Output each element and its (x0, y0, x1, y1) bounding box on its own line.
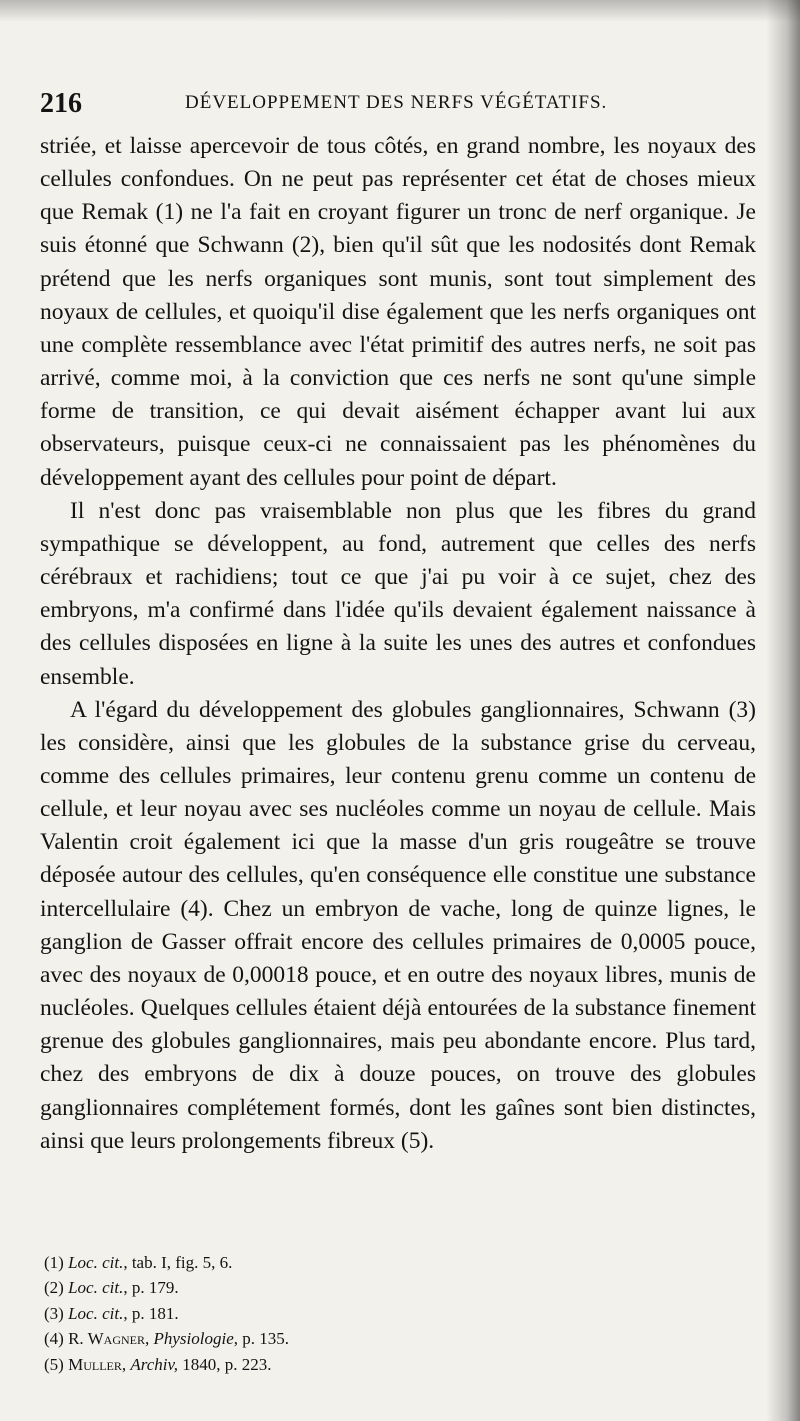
footnote-ref: , p. 135. (233, 1329, 290, 1349)
footnote-mark: (3) (44, 1303, 64, 1323)
footnote-source: Loc. cit. (68, 1278, 124, 1298)
footnote-source: Loc. cit. (68, 1303, 124, 1323)
footnote-mark: (4) (44, 1329, 64, 1349)
footnote-5: (5) Muller, Archiv, 1840, p. 223. (44, 1354, 272, 1374)
footnote-source: Loc. cit. (68, 1253, 124, 1272)
footnote-source: Physiologie (153, 1329, 234, 1349)
body-text (40, 130, 756, 1158)
footnote-4: (4) R. Wagner, Physiologie, p. 135. (44, 1329, 290, 1349)
footnote-mark: (2) (44, 1278, 64, 1298)
page-top-shadow (0, 0, 800, 22)
footnote-mark: (5) (44, 1354, 64, 1374)
footnote-ref: , p. 181. (123, 1303, 179, 1323)
footnote-ref: 1840, p. 223. (178, 1354, 272, 1374)
footnotes (44, 1250, 744, 1377)
footnote-author: Muller (68, 1354, 122, 1374)
paragraph-2: Il n'est donc pas vraisemblable non plus que les fibres du grand sympathique se développent, au fond, autrement que celles des nerfs cérébraux et rachidiens; tout ce que j'ai pu voir à ce sujet, chez des embryons, m'a confirmé dans l'idée qu'ils devaient également naissance à des cellules disposées en ligne à la suite les unes des autres et confondues ensemble. (40, 497, 756, 690)
footnote-source: Archiv, (130, 1354, 179, 1374)
running-title: DÉVELOPPEMENT DES NERFS VÉGÉTATIFS. (185, 92, 608, 113)
footnote-ref: , p. 179. (123, 1278, 179, 1298)
paragraph-3: A l'égard du développement des globules ganglionnaires, Schwann (3) les considère, ainsi que les globules de la substance grise du cerveau, comme des cellules primaires, leur contenu grenu comme un contenu de cellule, et leur noyau avec ses nucléoles comme un noyau de cellule. Mais Valentin croit également ici que la masse d'un gris rougeâtre se trouve déposée autour des cellules, qu'en conséquence elle constitue une substance intercellulaire (4). Chez un embryon de vache, long de quinze lignes, le ganglion de Gasser offrait encore des cellules primaires de 0,0005 pouce, avec des noyaux de 0,00018 pouce, et en outre des noyaux libres, munis de nucléoles. Quelques cellules étaient déjà entourées de la substance finement grenue des globules ganglionnaires, mais peu abondante encore. Plus tard, chez des embryons de dix à douze pouces, on trouve des globules ganglionnaires complétement formés, dont les gaînes sont bien distinctes, ainsi que leurs prolongements fibreux (5). (40, 696, 756, 1154)
footnote-1 (44, 1250, 744, 1275)
page-number: 216 (40, 88, 82, 119)
page-header (40, 88, 760, 118)
paragraph-1: striée, et laisse apercevoir de tous côtés, en grand nombre, les noyaux des cellules confondues. On ne peut pas représenter cet état de choses mieux que Remak (1) ne l'a fait en croyant figurer un tronc de nerf organique. Je suis étonné que Schwann (2), bien qu'il sût que les nodosités dont Remak prétend que les nerfs organiques sont munis, sont tout simplement des noyaux de cellules, et quoiqu'il dise également que les nerfs organiques ont une complète ressemblance avec l'état primitif des autres nerfs, ne soit pas arrivé, comme moi, à la conviction que ces nerfs ne sont qu'une simple forme de transition, ce qui devait aisément échapper avant lui aux observateurs, puisque ceux-ci ne connaissaient pas les phénomènes du développement ayant des cellules pour point de départ. (40, 133, 756, 491)
footnote-3 (44, 1301, 744, 1326)
page-gutter-shadow (766, 0, 800, 1421)
footnote-mark: (1) (44, 1253, 64, 1272)
footnote-ref: , tab. I, fig. 5, 6. (123, 1253, 233, 1272)
footnote-2 (44, 1275, 744, 1300)
footnote-author: R. Wagner (68, 1329, 145, 1349)
